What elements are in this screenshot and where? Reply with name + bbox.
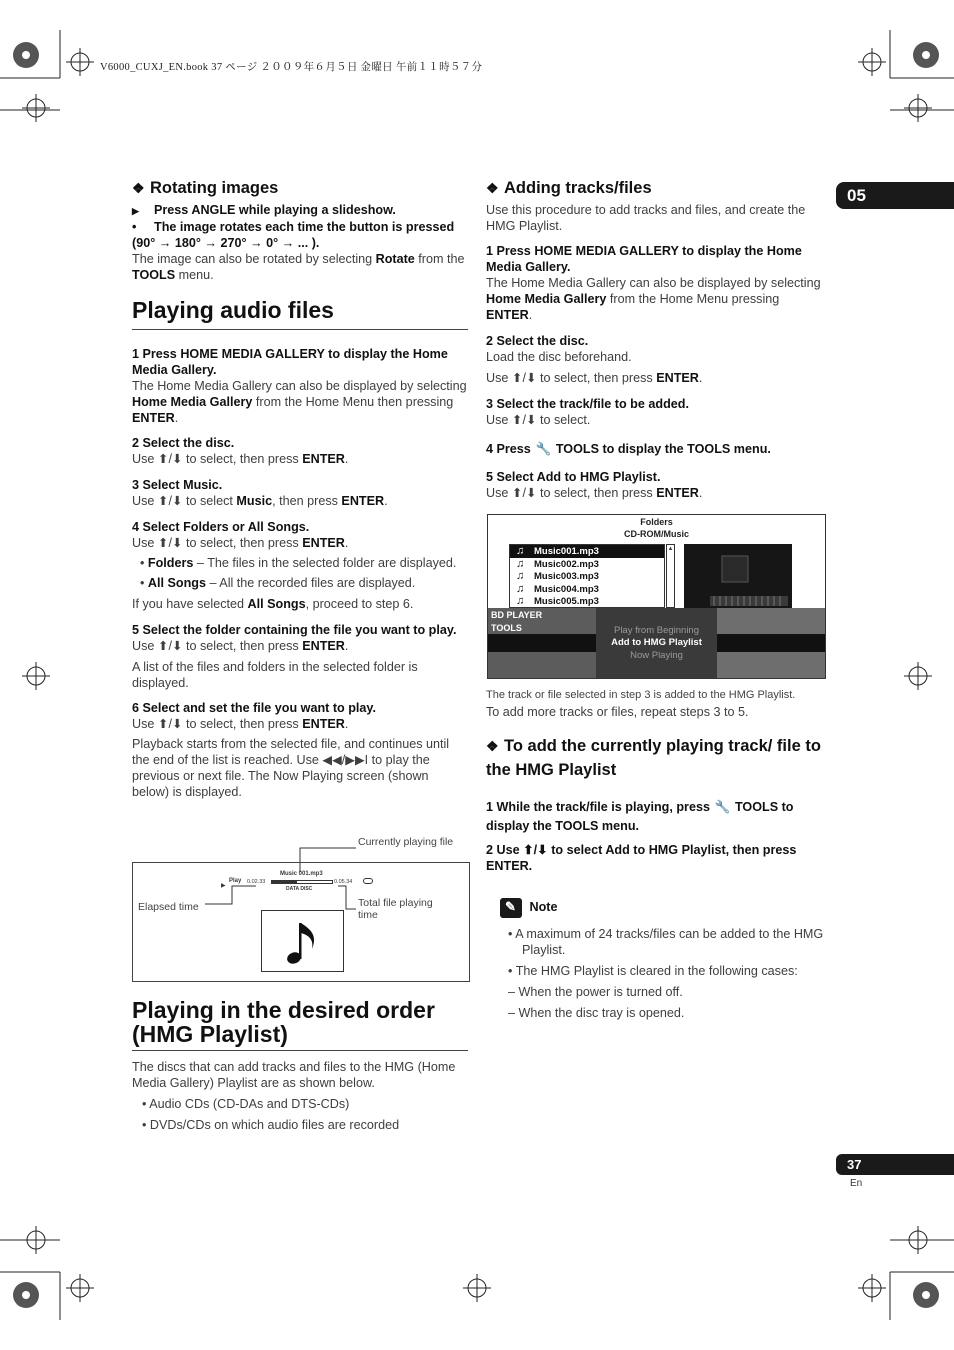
screen-header-folders: Folders bbox=[640, 517, 673, 527]
piano-image bbox=[684, 544, 792, 608]
audio-step6-title: 6 Select and set the file you want to play. bbox=[132, 701, 377, 715]
adding-step5-title: 5 Select Add to HMG Playlist. bbox=[486, 470, 661, 484]
elapsed-value: 0.02.33 bbox=[247, 879, 266, 885]
audio-step2-body: Use ⬆/⬇ to select, then press ENTER. bbox=[132, 452, 349, 466]
audio-step6-desc: Playback starts from the selected file, and continues until the end of the list is reached. Use ◀◀/▶▶I to play the previous or next file. The Now Playing screen (shown below) is displayed. bbox=[132, 737, 450, 799]
file-list-item[interactable]: ♫ Music002.mp3 bbox=[516, 557, 599, 570]
adding-step2-title: 2 Select the disc. bbox=[486, 334, 589, 348]
page-language: En bbox=[850, 1178, 863, 1189]
right-column bbox=[486, 178, 826, 501]
now-playing-screen bbox=[132, 862, 470, 982]
screen-header-path: CD-ROM/Music bbox=[624, 529, 689, 539]
adding-step1-title: 1 Press HOME MEDIA GALLERY to display the Home Media Gallery. bbox=[486, 244, 802, 274]
note-bullet-1: • A maximum of 24 tracks/files can be added to the HMG Playlist. bbox=[508, 927, 824, 957]
file-name: Music 001.mp3 bbox=[280, 871, 323, 877]
diamond-icon: ❖ bbox=[132, 180, 145, 196]
scroll-up-icon[interactable]: ▲ bbox=[667, 546, 674, 552]
note-dash-1: – When the power is turned off. bbox=[508, 985, 683, 999]
menu-item-play-from-beginning[interactable]: Play from Beginning bbox=[613, 625, 700, 636]
hmg-bullet-1: • Audio CDs (CD-DAs and DTS-CDs) bbox=[142, 1097, 350, 1111]
audio-step4-body: Use ⬆/⬇ to select, then press ENTER. bbox=[132, 536, 349, 550]
audio-step1-title: 1 Press HOME MEDIA GALLERY to display the Home Media Gallery. bbox=[132, 347, 448, 377]
adding-step4-title: 4 Press 🔧 TOOLS to display the TOOLS menu. bbox=[486, 442, 771, 456]
rotating-step2: • The image rotates each time the button is pressed (90° → 180° → 270° → 0° → ... ). bbox=[132, 220, 455, 250]
audio-step1-body: The Home Media Gallery can also be displayed by selecting Home Media Gallery from the Home Menu then pressing ENTER. bbox=[132, 379, 467, 425]
audio-step5-desc: A list of the files and folders in the selected folder is displayed. bbox=[132, 660, 418, 690]
play-icon: ▶ bbox=[221, 883, 226, 889]
audio-title: Playing audio files bbox=[132, 297, 468, 330]
folders-bullet: • Folders – The files in the selected folder are displayed. bbox=[140, 556, 457, 570]
adding-step2-body: Use ⬆/⬇ to select, then press ENTER. bbox=[486, 371, 703, 385]
album-art bbox=[261, 910, 344, 972]
audio-step3-body: Use ⬆/⬇ to select Music, then press ENTER. bbox=[132, 494, 388, 508]
note-dash-2: – When the disc tray is opened. bbox=[508, 1006, 685, 1020]
label-total-time: Total file playing time bbox=[358, 897, 433, 921]
hmg-section bbox=[132, 998, 468, 1133]
adding-step5-body: Use ⬆/⬇ to select, then press ENTER. bbox=[486, 486, 703, 500]
total-value: 0.05.34 bbox=[334, 879, 353, 885]
rotating-step1: ▶ Press ANGLE while playing a slideshow. bbox=[132, 203, 396, 217]
hmg-title: Playing in the desired order (HMG Playlist) bbox=[132, 998, 468, 1051]
preview-image bbox=[684, 544, 792, 608]
scrollbar[interactable] bbox=[666, 544, 675, 608]
print-header: V6000_CUXJ_EN.book 37 ページ ２００９年６月５日 金曜日 午前１１時５７分 bbox=[100, 62, 483, 73]
diamond-icon: ❖ bbox=[486, 180, 499, 196]
current-heading: ❖ To add the currently playing track/ file to the HMG Playlist bbox=[486, 734, 826, 782]
adding-step1-body: The Home Media Gallery can also be displayed by selecting Home Media Gallery from the Home Menu pressing ENTER. bbox=[486, 276, 821, 322]
rotating-heading: ❖ Rotating images bbox=[132, 179, 279, 197]
audio-step4-title: 4 Select Folders or All Songs. bbox=[132, 520, 310, 534]
menu-item-add-to-hmg-playlist[interactable]: Add to HMG Playlist bbox=[611, 637, 702, 648]
adding-step3-body: Use ⬆/⬇ to select. bbox=[486, 413, 591, 427]
file-list-item[interactable]: ♫ Music005.mp3 bbox=[516, 595, 599, 608]
triangle-icon: ▶ bbox=[132, 206, 139, 216]
file-list-item[interactable]: ♫ Music001.mp3 bbox=[510, 545, 664, 558]
music-note-icon: ♫ bbox=[516, 557, 525, 570]
label-elapsed-time: Elapsed time bbox=[138, 901, 199, 913]
rotating-body: The image can also be rotated by selecting Rotate from the TOOLS menu. bbox=[132, 252, 465, 282]
menu-item-now-playing[interactable]: Now Playing bbox=[630, 650, 683, 661]
right-column-lower bbox=[486, 688, 826, 1021]
note-box bbox=[486, 898, 826, 1021]
screen-caption: The track or file selected in step 3 is added to the HMG Playlist. bbox=[486, 689, 796, 701]
file-list-rows bbox=[510, 545, 664, 608]
play-label: Play bbox=[229, 878, 242, 884]
music-note-icon: ♫ bbox=[516, 595, 525, 608]
pencil-icon: ✎ bbox=[500, 898, 522, 918]
audio-step3-title: 3 Select Music. bbox=[132, 478, 223, 492]
bullet-icon: • bbox=[132, 220, 137, 234]
tools-icon: 🔧 bbox=[535, 442, 552, 456]
diamond-icon: ❖ bbox=[486, 738, 499, 754]
page-number: 37 bbox=[836, 1154, 954, 1175]
left-column bbox=[132, 178, 468, 800]
repeat-icon bbox=[363, 878, 373, 884]
adding-heading: ❖ Adding tracks/files bbox=[486, 179, 652, 197]
file-list-item[interactable]: ♫ Music004.mp3 bbox=[516, 582, 599, 595]
adding-step3-title: 3 Select the track/file to be added. bbox=[486, 397, 689, 411]
progress-bar bbox=[271, 880, 333, 884]
audio-step5-title: 5 Select the folder containing the file you want to play. bbox=[132, 623, 457, 637]
adding-step2-desc: Load the disc beforehand. bbox=[486, 350, 632, 364]
label-currently-playing: Currently playing file bbox=[358, 836, 454, 848]
note-bullet-2: • The HMG Playlist is cleared in the following cases: bbox=[508, 964, 798, 978]
audio-step2-title: 2 Select the disc. bbox=[132, 436, 235, 450]
adding-intro: Use this procedure to add tracks and files, and create the HMG Playlist. bbox=[486, 203, 806, 233]
audio-step6-body: Use ⬆/⬇ to select, then press ENTER. bbox=[132, 717, 349, 731]
music-note-icon: ♫ bbox=[516, 545, 525, 557]
tools-menu-screen bbox=[487, 514, 826, 679]
repeat-caption: To add more tracks or files, repeat steps 3 to 5. bbox=[486, 705, 749, 719]
audio-step4-note: If you have selected All Songs, proceed to step 6. bbox=[132, 597, 414, 611]
tools-icon: 🔧 bbox=[714, 800, 731, 814]
current-step1: 1 While the track/file is playing, press 🔧 TOOLS to display the TOOLS menu. bbox=[486, 800, 794, 833]
file-list bbox=[509, 544, 665, 608]
music-note-icon bbox=[262, 911, 343, 971]
note-heading: ✎ Note bbox=[500, 898, 826, 918]
hmg-body: The discs that can add tracks and files to the HMG (Home Media Gallery) Playlist are as shown below. bbox=[132, 1060, 456, 1090]
progress-fill bbox=[272, 881, 297, 883]
audio-step5-body: Use ⬆/⬇ to select, then press ENTER. bbox=[132, 639, 349, 653]
music-note-icon: ♫ bbox=[516, 582, 525, 595]
bd-player-label: BD PLAYER bbox=[491, 610, 543, 620]
current-step2: 2 Use ⬆/⬇ to select Add to HMG Playlist, then press ENTER. bbox=[486, 843, 797, 873]
tools-label: TOOLS bbox=[491, 623, 522, 633]
hmg-bullet-2: • DVDs/CDs on which audio files are recorded bbox=[142, 1118, 400, 1132]
file-list-item[interactable]: ♫ Music003.mp3 bbox=[516, 570, 599, 583]
disc-type: DATA DISC bbox=[286, 886, 313, 892]
all-songs-bullet: • All Songs – All the recorded files are displayed. bbox=[140, 576, 416, 590]
music-note-icon: ♫ bbox=[516, 570, 525, 583]
chapter-tab: 05 bbox=[836, 182, 954, 209]
